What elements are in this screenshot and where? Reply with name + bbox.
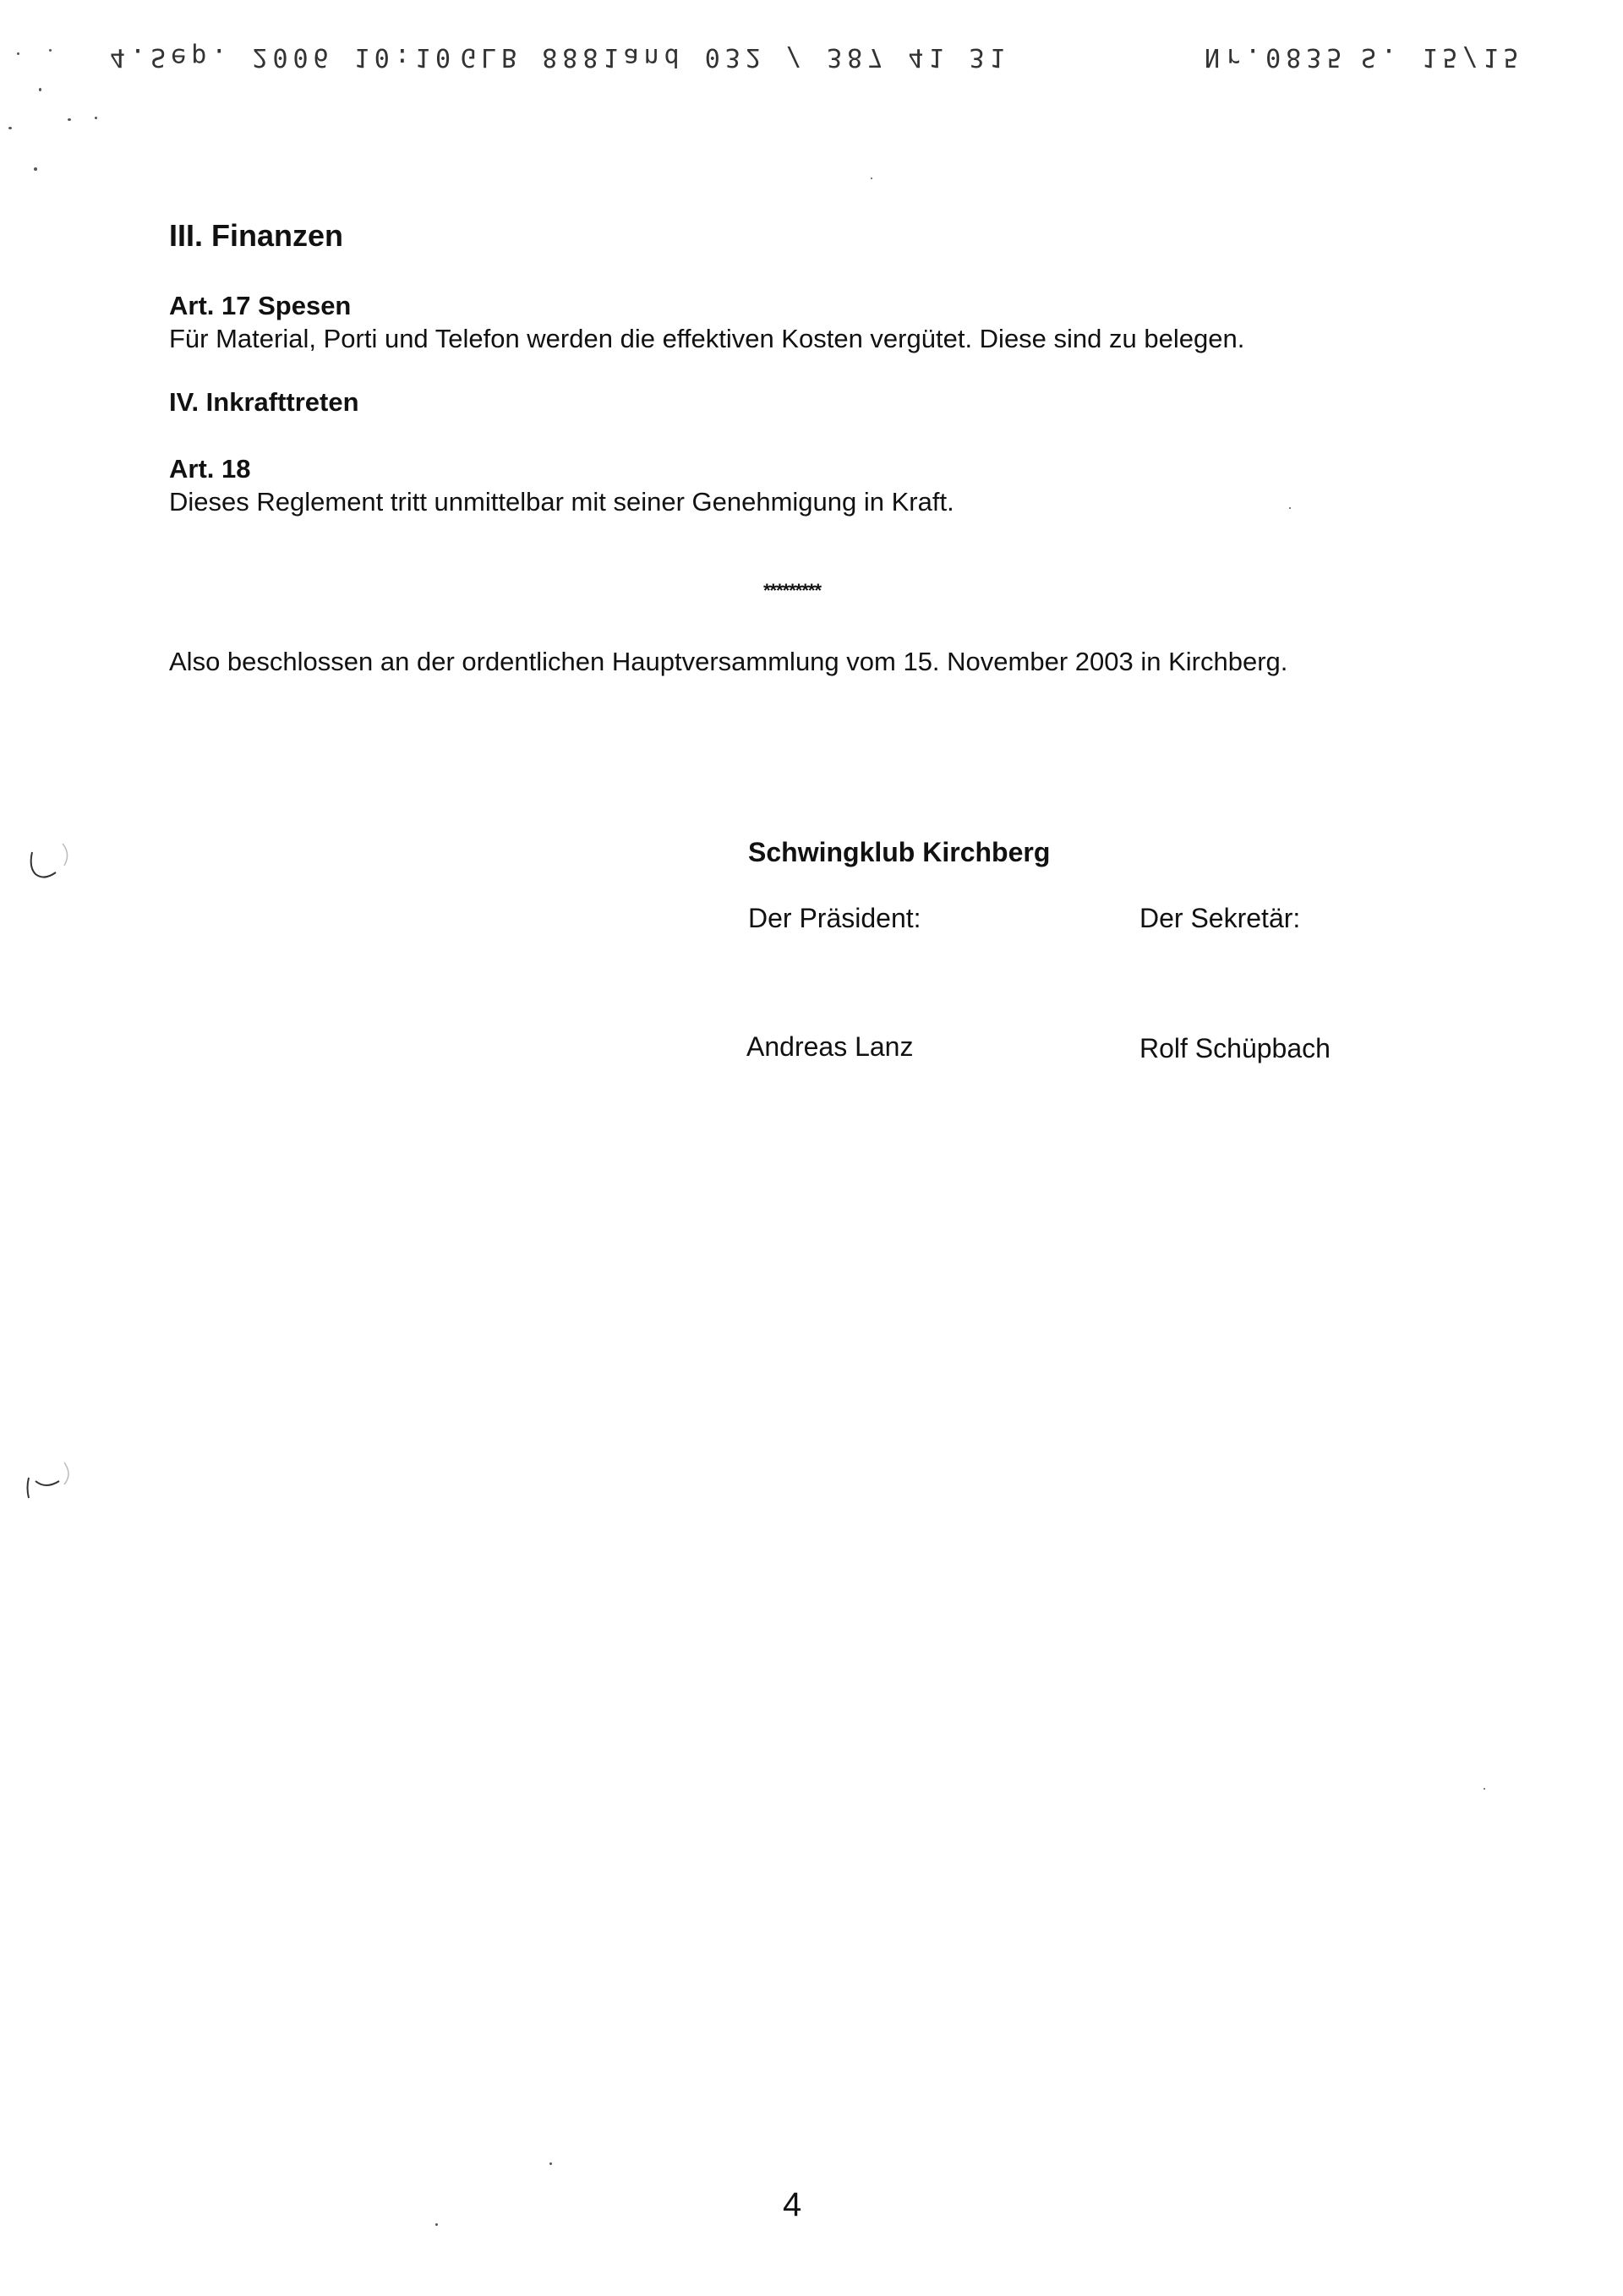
- fax-job-number: Nr.0835: [1205, 42, 1347, 72]
- scan-speck: [549, 2162, 552, 2165]
- fax-header: [0, 42, 1623, 76]
- scan-speck: [95, 117, 97, 119]
- scan-speck: [8, 127, 12, 129]
- article-18-text: Dieses Reglement tritt unmittelbar mit seiner Genehmigung in Kraft.: [169, 487, 954, 517]
- resolution-text: Also beschlossen an der ordentlichen Hauptversammlung vom 15. November 2003 in Kirchberg.: [169, 647, 1288, 676]
- separator-asterisks: *********: [763, 580, 822, 601]
- section-heading-entry-into-force: IV. Inkrafttreten: [169, 387, 359, 417]
- scan-speck: [17, 52, 19, 55]
- fax-date-time: 4.Sep. 2006 10:10: [110, 42, 456, 72]
- article-17-text: Für Material, Porti und Telefon werden die effektiven Kosten vergütet. Diese sind zu belegen.: [169, 324, 1245, 353]
- punch-hole-mark: [22, 1456, 73, 1506]
- scan-speck: [68, 118, 71, 121]
- scan-speck: [34, 167, 37, 171]
- scan-speck: [1484, 1788, 1485, 1790]
- fax-page-count: S. 15/15: [1361, 42, 1524, 72]
- scan-speck: [871, 178, 872, 179]
- article-17-title: Art. 17 Spesen: [169, 291, 352, 320]
- fax-sender: GLB 8881and 032 / 387 41 31: [461, 42, 1010, 72]
- secretary-label: Der Sekretär:: [1139, 903, 1301, 933]
- section-heading-finances: III. Finanzen: [169, 218, 344, 253]
- scan-speck: [49, 49, 52, 52]
- scan-speck: [1289, 507, 1291, 509]
- page-number: 4: [783, 2186, 802, 2223]
- secretary-name: Rolf Schüpbach: [1139, 1033, 1331, 1063]
- scan-speck: [435, 2223, 438, 2226]
- club-name: Schwingklub Kirchberg: [748, 837, 1051, 867]
- scan-speck: [39, 88, 41, 91]
- president-name: Andreas Lanz: [746, 1031, 914, 1062]
- president-label: Der Präsident:: [748, 903, 921, 933]
- punch-hole-mark: [25, 839, 76, 889]
- article-18-title: Art. 18: [169, 454, 251, 484]
